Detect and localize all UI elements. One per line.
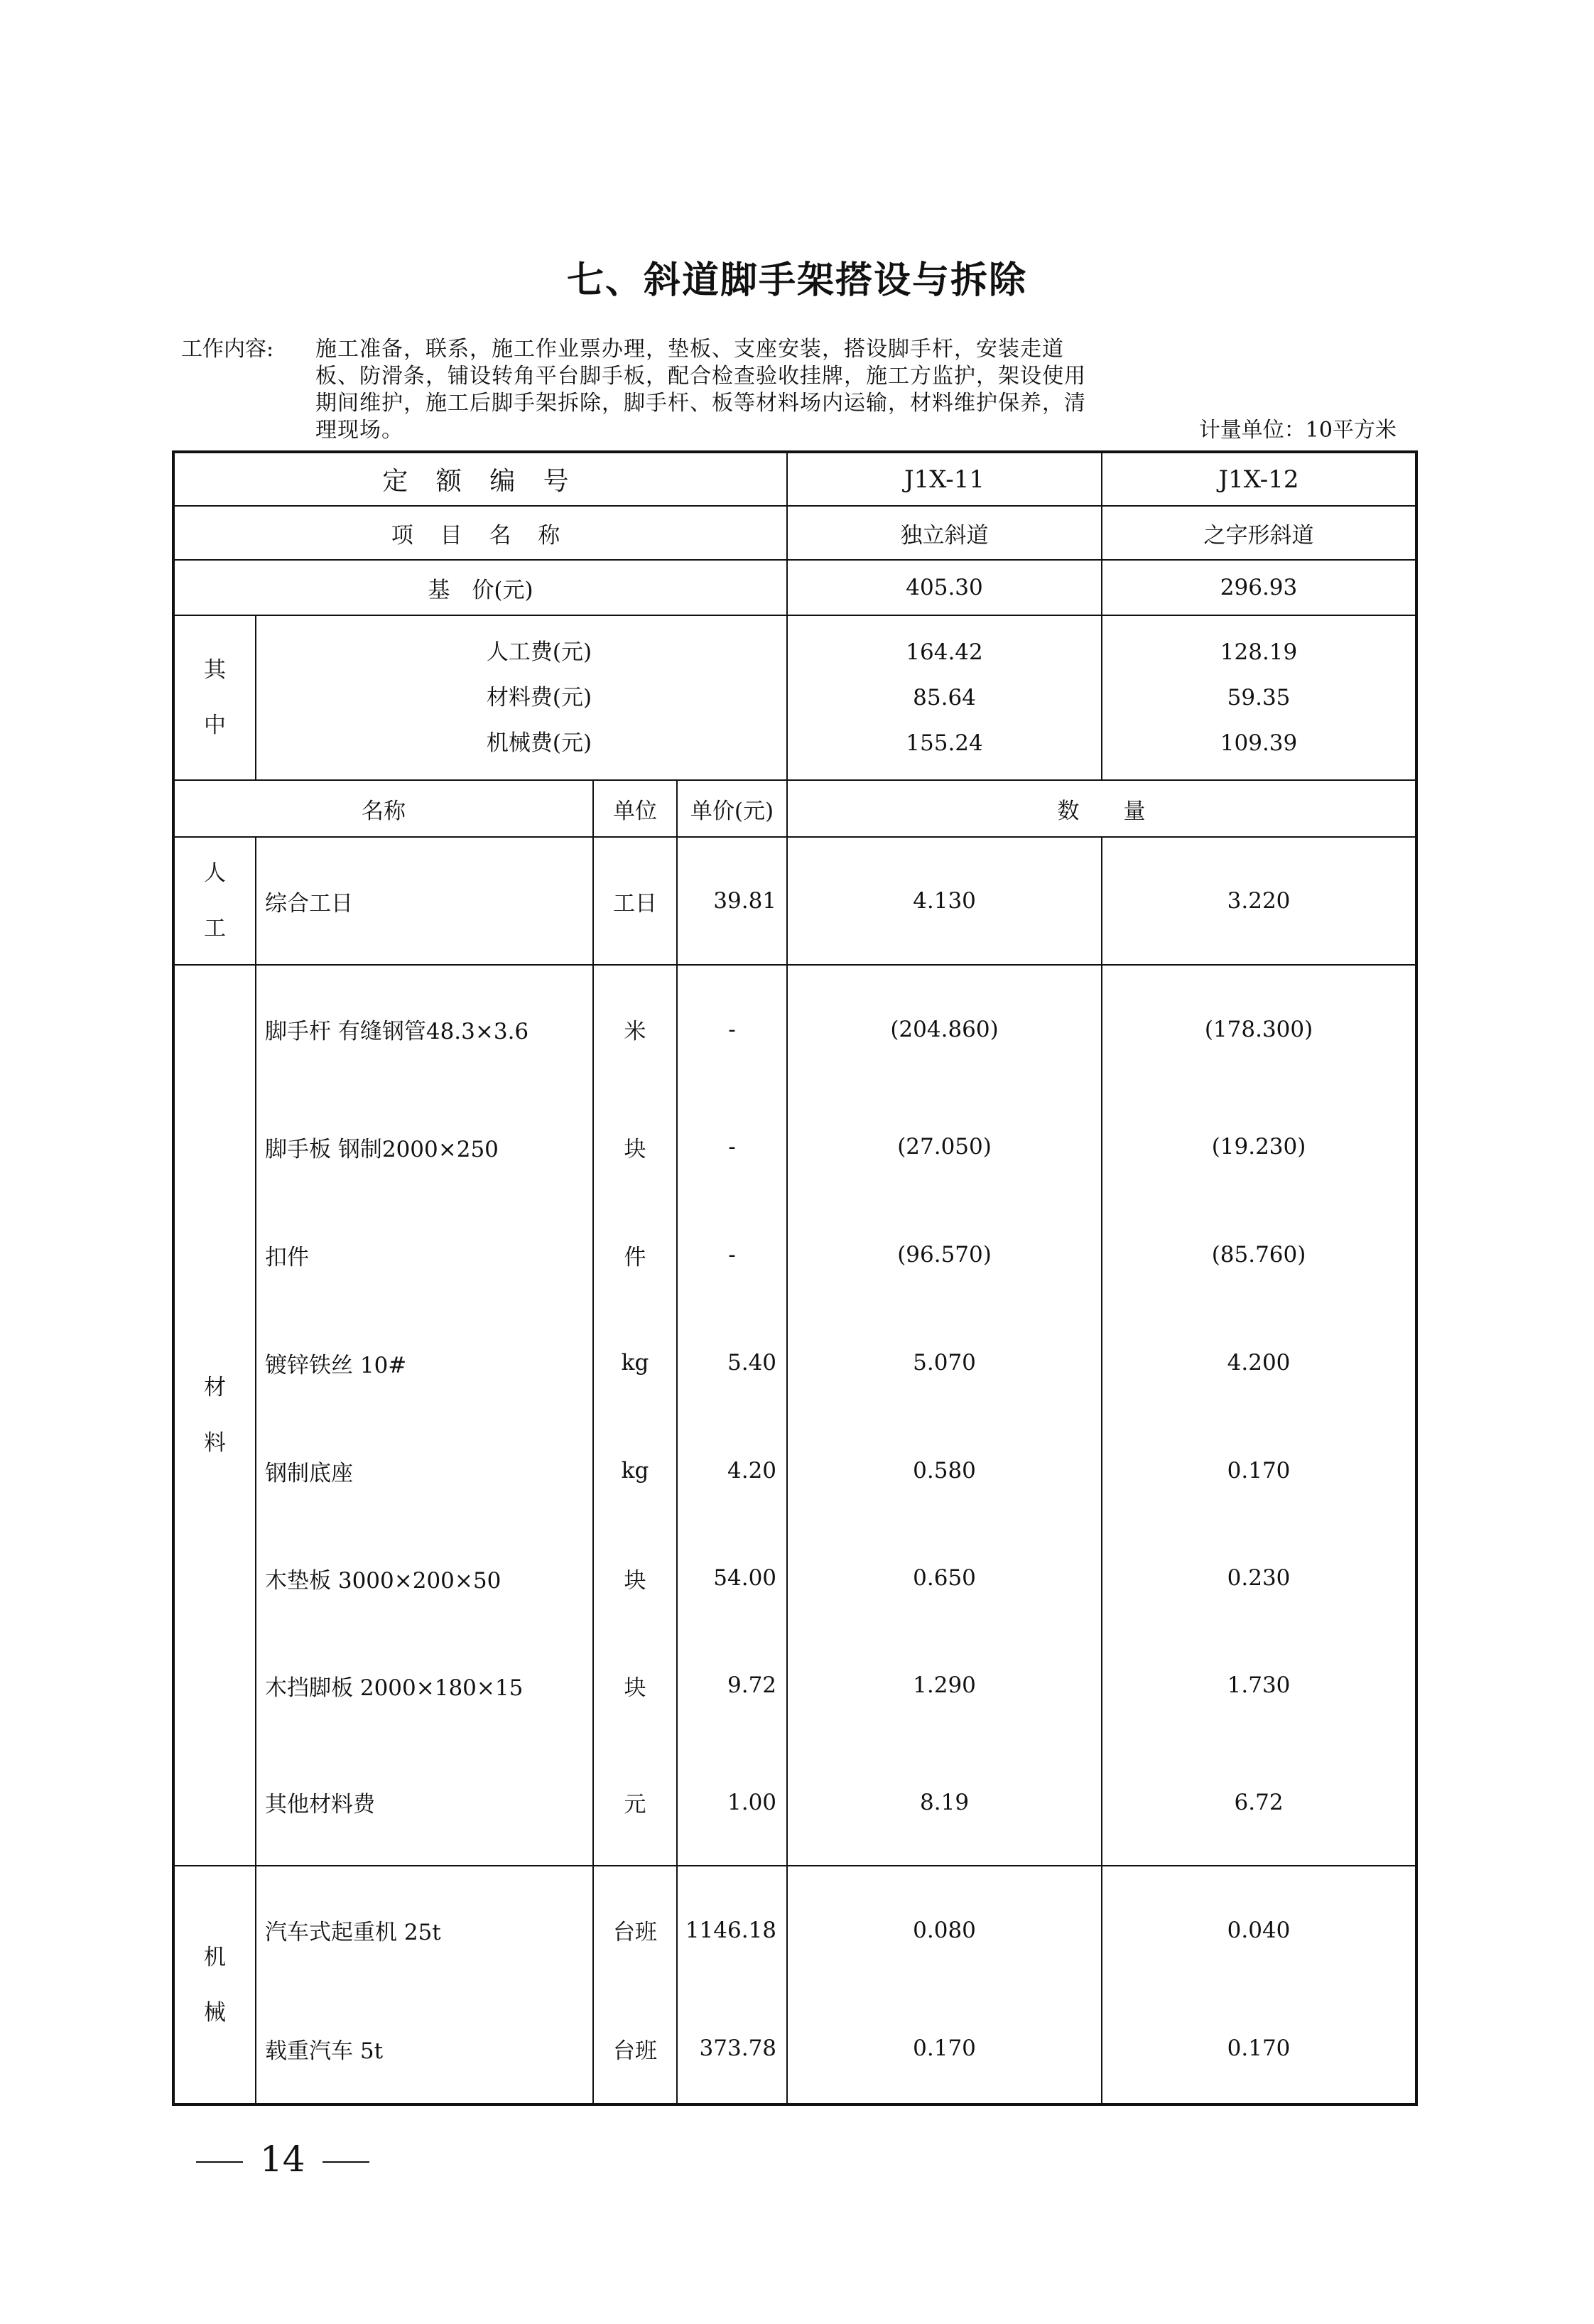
work-content-line: 施工准备，联系，施工作业票办理，垫板、支座安装，搭设脚手杆，安装走道	[315, 337, 1064, 362]
row-qty-b: 0.040	[1102, 1866, 1416, 1994]
among-label	[173, 615, 256, 780]
row-unit: 米	[593, 965, 677, 1093]
unit-header: 单位	[593, 780, 677, 837]
column-header-row	[173, 780, 1416, 837]
row-unit: 块	[593, 1525, 677, 1631]
dash-left	[196, 2161, 243, 2163]
row-price: 1.00	[677, 1739, 787, 1866]
row-name: 钢制底座	[256, 1417, 593, 1525]
item-name-label: 项 目 名 称	[173, 506, 787, 560]
labor-row	[173, 837, 1416, 965]
labor-label-char: 人	[204, 860, 226, 886]
costs-a	[787, 615, 1102, 780]
machine-label-char: 械	[204, 1999, 226, 2026]
row-name: 载重汽车 5t	[256, 1994, 593, 2104]
unit-note: 计量单位：10平方米	[1198, 418, 1397, 443]
row-qty-b: 6.72	[1102, 1739, 1416, 1866]
row-unit: 台班	[593, 1866, 677, 1994]
work-content-line: 期间维护，施工后脚手架拆除，脚手杆、板等材料场内运输，材料维护保养，清	[315, 391, 1086, 416]
machine-label-char: 机	[204, 1944, 226, 1970]
labor-label	[173, 837, 256, 965]
row-qty-a: 0.080	[787, 1866, 1102, 1994]
item-name-b: 之字形斜道	[1102, 506, 1416, 560]
material-row	[173, 965, 1416, 1093]
row-qty-b: 0.230	[1102, 1525, 1416, 1631]
row-qty-a: (204.860)	[787, 965, 1102, 1093]
row-qty-a: 8.19	[787, 1739, 1102, 1866]
row-qty-a: 0.580	[787, 1417, 1102, 1525]
material-label	[173, 965, 256, 1866]
cost-value: 109.39	[1220, 730, 1298, 756]
row-unit: kg	[593, 1309, 677, 1417]
material-row	[173, 1631, 1416, 1739]
row-name: 镀锌铁丝 10#	[256, 1309, 593, 1417]
row-qty-a: (27.050)	[787, 1093, 1102, 1201]
material-label-char: 料	[204, 1430, 226, 1456]
row-price: 4.20	[677, 1417, 787, 1525]
base-price-b: 296.93	[1102, 560, 1416, 615]
material-row	[173, 1309, 1416, 1417]
work-content-label: 工作内容:	[181, 337, 274, 362]
row-qty-b: 0.170	[1102, 1417, 1416, 1525]
code-a: J1X-11	[787, 452, 1102, 506]
quota-number-row	[173, 452, 1416, 506]
cost-value: 59.35	[1227, 685, 1291, 710]
row-unit: kg	[593, 1417, 677, 1525]
row-price: 373.78	[677, 1994, 787, 2104]
row-price: 5.40	[677, 1309, 787, 1417]
item-name-row	[173, 506, 1416, 560]
material-row	[173, 1201, 1416, 1309]
page-title: 七、斜道脚手架搭设与拆除	[566, 259, 1027, 302]
row-price: -	[677, 965, 787, 1093]
base-price-row	[173, 560, 1416, 615]
row-name: 脚手杆 有缝钢管48.3×3.6	[256, 965, 593, 1093]
row-qty-b: (85.760)	[1102, 1201, 1416, 1309]
unit-price-header: 单价(元)	[677, 780, 787, 837]
row-price: 54.00	[677, 1525, 787, 1631]
material-row	[173, 1093, 1416, 1201]
row-unit: 工日	[593, 837, 677, 965]
row-name: 扣件	[256, 1201, 593, 1309]
row-qty-a: (96.570)	[787, 1201, 1102, 1309]
row-name: 汽车式起重机 25t	[256, 1866, 593, 1994]
material-label-char: 材	[204, 1375, 226, 1400]
cost-labels	[256, 615, 787, 780]
cost-value: 85.64	[913, 685, 976, 710]
dash-right	[322, 2161, 369, 2163]
row-qty-a: 0.650	[787, 1525, 1102, 1631]
name-header: 名称	[173, 780, 593, 837]
row-unit: 块	[593, 1093, 677, 1201]
row-name: 脚手板 钢制2000×250	[256, 1093, 593, 1201]
row-qty-b: 4.200	[1102, 1309, 1416, 1417]
row-price: 9.72	[677, 1631, 787, 1739]
material-row	[173, 1417, 1416, 1525]
row-qty-b: 0.170	[1102, 1994, 1416, 2104]
material-row	[173, 1739, 1416, 1866]
page-number-text: 14	[260, 2139, 305, 2180]
code-b: J1X-12	[1102, 452, 1416, 506]
work-content-line: 板、防滑条，铺设转角平台脚手板，配合检查验收挂牌，施工方监护，架设使用	[315, 364, 1086, 389]
row-price: 39.81	[677, 837, 787, 965]
row-name: 综合工日	[256, 837, 593, 965]
machine-cost-label: 机械费(元)	[486, 730, 592, 756]
base-price-label: 基 价(元)	[173, 560, 787, 615]
row-qty-a: 1.290	[787, 1631, 1102, 1739]
quantity-header: 数 量	[787, 780, 1416, 837]
base-price-a: 405.30	[787, 560, 1102, 615]
quota-table	[172, 450, 1418, 2106]
row-unit: 件	[593, 1201, 677, 1309]
cost-breakdown-row	[173, 615, 1416, 780]
row-price: -	[677, 1201, 787, 1309]
row-qty-b: (19.230)	[1102, 1093, 1416, 1201]
row-qty-b: (178.300)	[1102, 965, 1416, 1093]
row-qty-b: 1.730	[1102, 1631, 1416, 1739]
material-row	[173, 1525, 1416, 1631]
row-price: -	[677, 1093, 787, 1201]
row-unit: 台班	[593, 1994, 677, 2104]
page-number	[179, 2139, 386, 2180]
labor-label-char: 工	[204, 916, 226, 941]
quota-number-label: 定 额 编 号	[173, 452, 787, 506]
machine-row	[173, 1994, 1416, 2104]
row-name: 木挡脚板 2000×180×15	[256, 1631, 593, 1739]
cost-value: 155.24	[906, 730, 983, 756]
row-unit: 元	[593, 1739, 677, 1866]
costs-b	[1102, 615, 1416, 780]
row-qty-b: 3.220	[1102, 837, 1416, 965]
machine-label	[173, 1866, 256, 2104]
cost-value: 164.42	[906, 639, 983, 665]
row-price: 1146.18	[677, 1866, 787, 1994]
work-content-line: 理现场。	[315, 418, 403, 443]
row-name: 其他材料费	[256, 1739, 593, 1866]
row-name: 木垫板 3000×200×50	[256, 1525, 593, 1631]
material-cost-label: 材料费(元)	[486, 685, 592, 710]
row-unit: 块	[593, 1631, 677, 1739]
row-qty-a: 5.070	[787, 1309, 1102, 1417]
row-qty-a: 4.130	[787, 837, 1102, 965]
among-label-char: 中	[204, 713, 226, 738]
item-name-a: 独立斜道	[787, 506, 1102, 560]
cost-value: 128.19	[1220, 639, 1298, 665]
among-label-char: 其	[204, 657, 226, 683]
labor-cost-label: 人工费(元)	[486, 639, 592, 665]
row-qty-a: 0.170	[787, 1994, 1102, 2104]
machine-row	[173, 1866, 1416, 1994]
